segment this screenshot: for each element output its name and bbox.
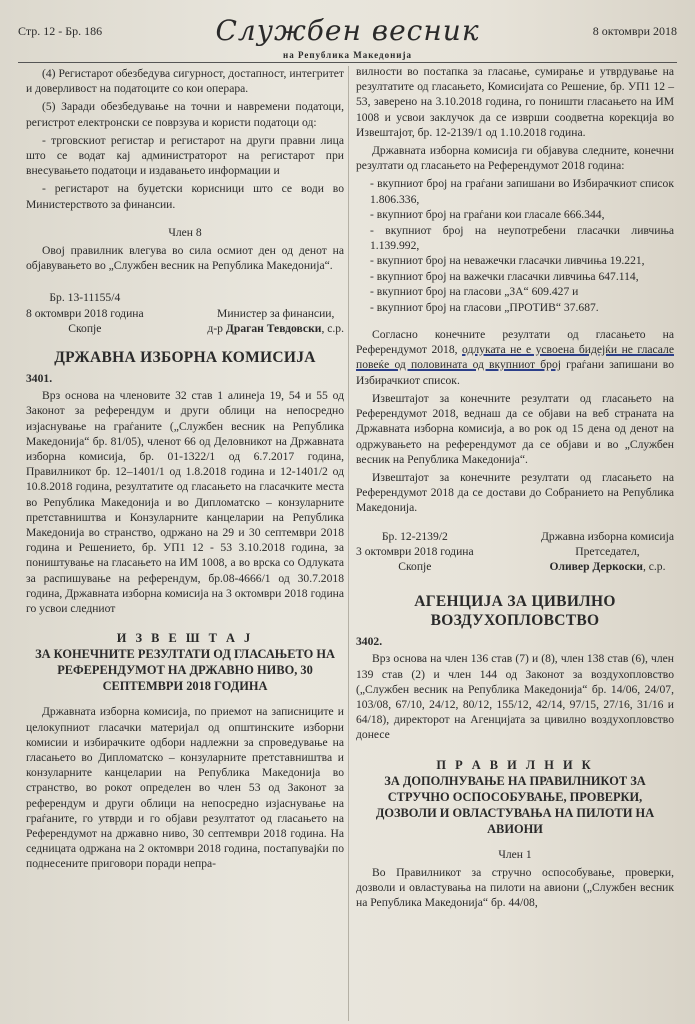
signature-block [356, 529, 674, 575]
section-title: ДРЖАВНА ИЗБОРНА КОМИСИЈА [54, 349, 316, 367]
document-date: 8 октомври 2018 година [26, 306, 144, 320]
paragraph: - трговскиот регистар и регистарот на други правни лица што се водат кај администраторот на регистарот при внесувањето податоци и издавањето информации и [26, 133, 344, 178]
signatory: д-р Драган Тевдовски, с.р. [207, 321, 344, 335]
report-title: И З В Е Ш Т А Ј ЗА КОНЕЧНИТЕ РЕЗУЛТАТИ ОД ГЛАСАЊЕТО НА РЕФЕРЕНДУМОТ НА ДРЖАВНО НИВО, 30 СЕПТЕМВРИ 2018 ГОДИНА [35, 631, 335, 694]
paragraph: Овој правилник влегува во сила осмиот ден од денот на објавувањето во „Службен весник на Република Македонија“. [26, 244, 344, 273]
right-column [356, 64, 674, 913]
article-title: Член 1 [498, 847, 532, 861]
result-item: - вкупниот број на гласови „ПРОТИВ“ 37.687. [370, 300, 599, 314]
document-number: Бр. 13-11155/4 [49, 291, 121, 305]
paragraph: Извештајот за конечните резултати од гласањето на Референдумот 2018, веднаш да се објави на веб страната на Државната изборна комисија, а во рок од 15 дена од денот на одржувањето на референдумот да се објави и во „Службен весник на Република Македонија“. [356, 391, 674, 466]
preamble: Врз основа на членовите 32 став 1 алинеја 19, 54 и 55 од Законот за референдум и други облици на непосредно изјаснување на граѓаните („Службен весник на Република Македонија“ бр. 81/05), членот 66 од Деловникот на Државната изборна комисија, бр. 01-1322/1 од 6.7.2017 година, Правилникот бр. 12–1401/1 од 1.8.2018 година и 12-1401/2 од 10.8.2018 година, резултатите од гласањето на гласачките места во Република Македонија и во Дипломатско – конзуларните претставништва и Конзуларните канцеларии на Република Македонија во странство, одржано на 29 и 30 септември 2018 година и Решението, бр. УП1 12 - 53 3.10.2018 година, за поништување на гласањето на ИМ 1008, а во врска со Одлуката за распишување на референдум, бр.08-4666/1 од 30.7.2018 година, Државната изборна комисија на 3 октомври 2018 година го усвои следниот [26, 389, 344, 616]
signatory: Оливер Деркоски, с.р. [549, 559, 666, 573]
signatory-name: Оливер Деркоски [549, 559, 643, 573]
result-item: - вкупниот број на гласови „ЗА“ 609.427 и [370, 285, 579, 299]
document-index: 3402. [356, 635, 383, 649]
column-divider [348, 66, 349, 1021]
paragraph: (4) Регистарот обезбедува сигурност, достапност, интегритет и доверливост на податоците со кои операра. [26, 67, 344, 96]
paragraph: Државната изборна комисија ги објавува следните, конечни резултати од гласањето на Референдумот 2018 година: [356, 144, 674, 173]
result-item: - вкупниот број на граѓани кои гласале 666.344, [370, 208, 605, 222]
gazette-title: Службен весник [215, 14, 480, 47]
document-index: 3401. [26, 372, 53, 386]
paragraph: - регистарот на буџетски корисници што се води во Министерството за финансии. [26, 182, 344, 211]
underlined-decision: одлуката не е усвоена бидејќи не гласале повеќе од половината од вкупниот број [356, 343, 674, 372]
page-number: Стр. 12 - Бр. 186 [18, 24, 103, 38]
left-column [26, 66, 344, 875]
signatory-org: Државна изборна комисија [541, 529, 674, 543]
paragraph: вилности во постапка за гласање, сумирање и утврдување на резултатите од гласањето, Комисијата со Решение, бр. УП1 12 – 53, заверено на 3.10.2018 година, го поништи гласањето на ИМ 1008 и усвои заклучок да се изврши соодветна корекција во Извештајот, бр. 12-2139/1 од 1.10.2018 година. [356, 65, 674, 139]
result-item: - вкупниот број на граѓани запишани во Избирачкиот список 1.806.336, [370, 177, 674, 206]
signature-block [26, 290, 344, 336]
report-text: Државната изборна комисија, по приемот на записниците и целокупниот гласачки материјал од општинските изборни комисии и избирачките одбори надлежни за спроведување на гласањето во Дипломатско – конзуларните претставништва и конзуларните канцеларии на Република Македонија во странство, во рокот определен во член 53 од Законот за референдум и други облици на непосредно изјаснување на граѓаните, го утврди и го објави резултатот од гласањето на Референдумот на државно ниво, 30 септември 2018 година. На седницата одржана на 2 октомври 2018 година, постапувајќи по поднесените приговори поради непра- [26, 705, 344, 871]
section-title: АГЕНЦИЈА ЗА ЦИВИЛНО ВОЗДУХОПЛОВСТВО [414, 593, 616, 630]
signatory-role: Министер за финансии, [217, 306, 335, 320]
document-place: Скопје [68, 321, 102, 335]
result-item: - вкупниот број на неважечки гласачки ливчиња 19.221, [370, 254, 645, 268]
paragraph: Во Правилникот за стручно оспособување, проверки, дозволи и овластувања на пилоти на авиони („Службен весник на Република Македонија“ бр. 44/08, [356, 865, 674, 910]
article-title: Член 8 [168, 225, 202, 239]
document-date: 3 октомври 2018 година [356, 544, 474, 558]
paragraph: (5) Заради обезбедување на точни и навремени податоци, регистрот електронски се поврзува и користи податоци од: [26, 100, 344, 129]
preamble: Врз основа на член 136 став (7) и (8), член 138 став (6), член 139 став (2) и член 144 од Законот за воздухопловство („Службен весник на Република Македонија“ бр. 14/06, 24/07, 103/08, 67/10, 24/12, 80/12, 155/12, 42/14, 97/15, 27/16, 31/16 и 64/18), директорот на Агенцијата за цивилно воздухопловство донесе [356, 652, 674, 742]
issue-date: 8 октомври 2018 [592, 24, 677, 38]
page-header [18, 16, 677, 63]
document-number: Бр. 12-2139/2 [381, 529, 448, 543]
result-item: - вкупниот број на неупотребени гласачки ливчиња 1.139.992, [370, 223, 674, 253]
paragraph: Извештајот за конечните резултати од гласањето на Референдумот 2018 да се достави до Собранието на Република Македонија. [356, 470, 674, 515]
result-item: - вкупниот број на важечки гласачки ливчиња 647.114, [370, 269, 639, 283]
document-place: Скопје [398, 559, 432, 573]
signatory-role: Претседател, [575, 544, 640, 558]
signatory-name: Драган Тевдовски [225, 321, 322, 335]
gazette-subtitle: на Република Македонија [283, 50, 412, 60]
rulebook-title: П Р А В И Л Н И К ЗА ДОПОЛНУВАЊЕ НА ПРАВИЛНИКОТ ЗА СТРУЧНО ОСПОСОБУВАЊЕ, ПРОВЕРКИ, ДОЗВОЛИ И ОВЛАСТУВАЊА НА ПИЛОТИ НА АВИОНИ [375, 757, 655, 836]
conclusion-paragraph: Согласно конечните резултати од гласањето на Референдумот 2018, одлуката не е усвоена бидејќи не гласале повеќе од половината од вкупниот број граѓани запишани во Избирачкиот список. [356, 328, 675, 387]
results-list [370, 176, 674, 315]
